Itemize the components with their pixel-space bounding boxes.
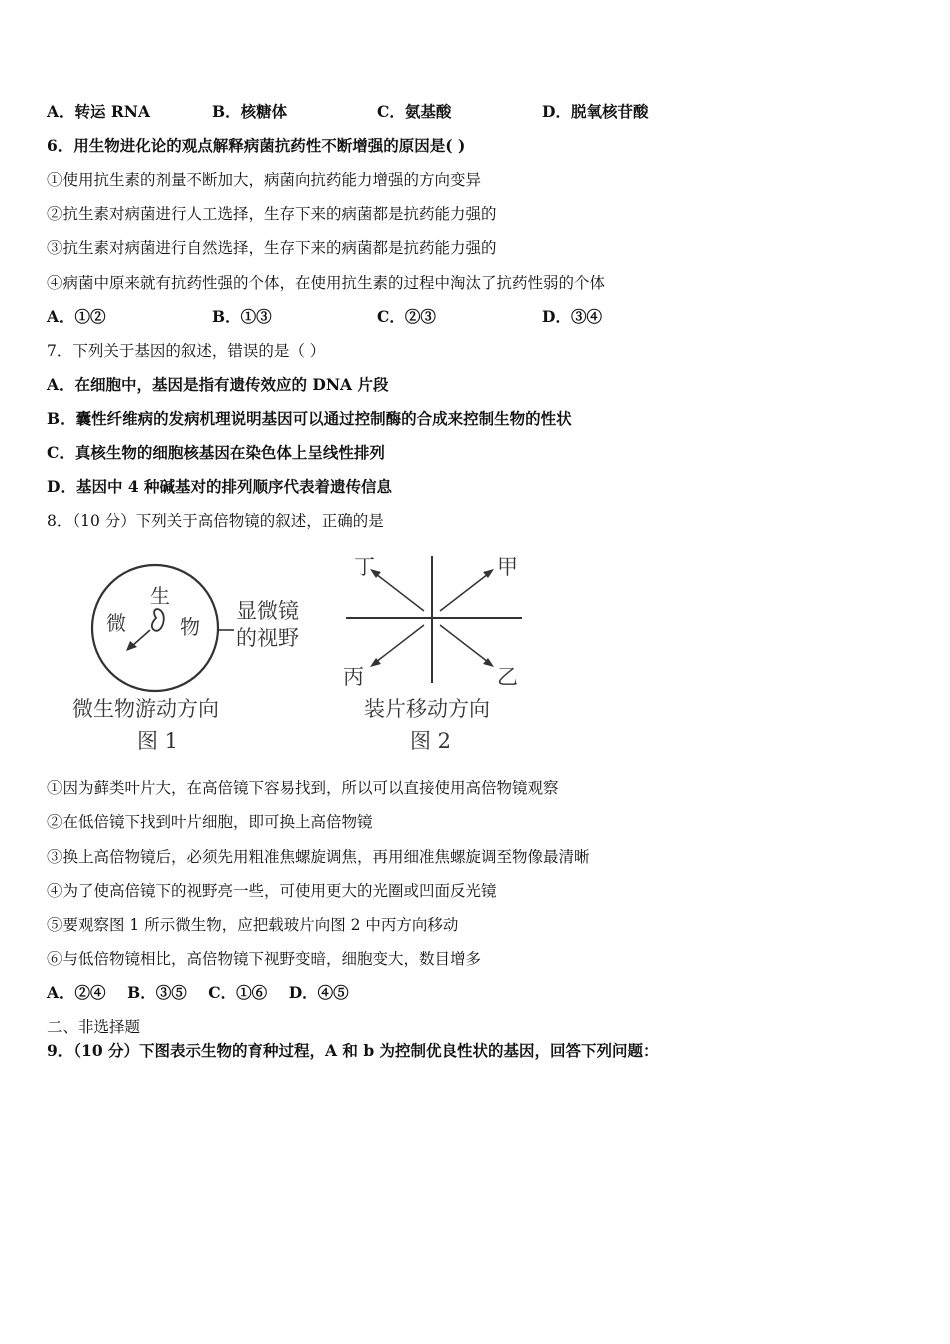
fig2-arrow-yi	[440, 625, 488, 662]
fig2-label-jia: 甲	[497, 555, 518, 579]
q8-item-6: ⑥与低倍物镜相比，高倍物镜下视野变暗，细胞变大，数目增多	[47, 950, 482, 968]
fig2-caption: 装片移动方向	[364, 697, 490, 721]
fig1-char-right: 物	[180, 615, 200, 639]
q7-option-a: A．在细胞中，基因是指有遗传效应的 DNA 片段	[47, 375, 389, 394]
q6-option-b: B．①③	[212, 307, 272, 326]
q6-item-3: ③抗生素对病菌进行自然选择，生存下来的病菌都是抗药能力强的	[47, 239, 497, 257]
q8-options: A．②④ B．③⑤ C．①⑥ D．④⑤	[47, 983, 349, 1002]
fig1-movement-arrow	[132, 630, 150, 646]
q7-option-c: C．真核生物的细胞核基因在染色体上呈线性排列	[47, 443, 385, 462]
fig2-arrow-jia	[440, 574, 488, 611]
q6-option-a: A．①②	[47, 307, 106, 326]
q8-item-1: ①因为藓类叶片大，在高倍镜下容易找到，所以可以直接使用高倍物镜观察	[47, 779, 559, 797]
fig1-char-top: 生	[150, 584, 170, 608]
fig2-label-yi: 乙	[497, 665, 518, 689]
fig2-title: 图 2	[410, 729, 452, 753]
q7-stem: 7．下列关于基因的叙述，错误的是（ ）	[47, 342, 326, 360]
q7-option-b: B．囊性纤维病的发病机理说明基因可以通过控制酶的合成来控制生物的性状	[47, 409, 572, 428]
fig2-label-bing: 丙	[343, 665, 364, 689]
fig1-title: 图 1	[137, 729, 179, 753]
microscope-figure-svg	[60, 548, 540, 763]
fig2-arrow-bing	[376, 625, 424, 662]
fig2-label-ding: 丁	[354, 555, 375, 579]
q8-item-4: ④为了使高倍镜下的视野亮一些，可使用更大的光圈或凹面反光镜	[47, 882, 497, 900]
q8-item-2: ②在低倍镜下找到叶片细胞，即可换上高倍物镜	[47, 813, 373, 831]
q6-item-2: ②抗生素对病菌进行人工选择，生存下来的病菌都是抗药能力强的	[47, 205, 497, 223]
q8-item-5: ⑤要观察图 1 所示微生物，应把载玻片向图 2 中丙方向移动	[47, 916, 459, 934]
q7-option-d: D．基因中 4 种碱基对的排列顺序代表着遗传信息	[47, 477, 393, 496]
fig1-label-line1: 显微镜	[236, 599, 299, 623]
q5-option-b: B．核糖体	[212, 102, 288, 121]
q8-item-3: ③换上高倍物镜后，必须先用粗准焦螺旋调焦，再用细准焦螺旋调至物像最清晰	[47, 848, 590, 866]
q8-stem: 8．（10 分）下列关于高倍物镜的叙述，正确的是	[47, 512, 384, 530]
microscope-figure	[60, 548, 540, 763]
microorganism-shape	[152, 609, 164, 631]
q6-option-d: D．③④	[542, 307, 602, 326]
q6-stem: 6．用生物进化论的观点解释病菌抗药性不断增强的原因是( )	[47, 136, 466, 155]
q6-item-1: ①使用抗生素的剂量不断加大，病菌向抗药能力增强的方向变异	[47, 171, 482, 189]
fig1-char-left: 微	[106, 611, 126, 635]
fig1-caption: 微生物游动方向	[72, 697, 219, 721]
q9-stem: 9．（10 分）下图表示生物的育种过程，A 和 b 为控制优良性状的基因，回答下列问题：	[47, 1041, 659, 1060]
q5-option-d: D．脱氧核苷酸	[542, 102, 649, 121]
section2-heading: 二、非选择题	[47, 1018, 141, 1036]
q6-item-4: ④病菌中原来就有抗药性强的个体，在使用抗生素的过程中淘汰了抗药性弱的个体	[47, 274, 606, 292]
q5-option-a: A．转运 RNA	[47, 102, 150, 121]
q6-option-c: C．②③	[377, 307, 436, 326]
fig1-label-line2: 的视野	[236, 626, 299, 650]
q5-option-c: C．氨基酸	[377, 102, 452, 121]
fig2-arrow-ding	[376, 574, 424, 611]
